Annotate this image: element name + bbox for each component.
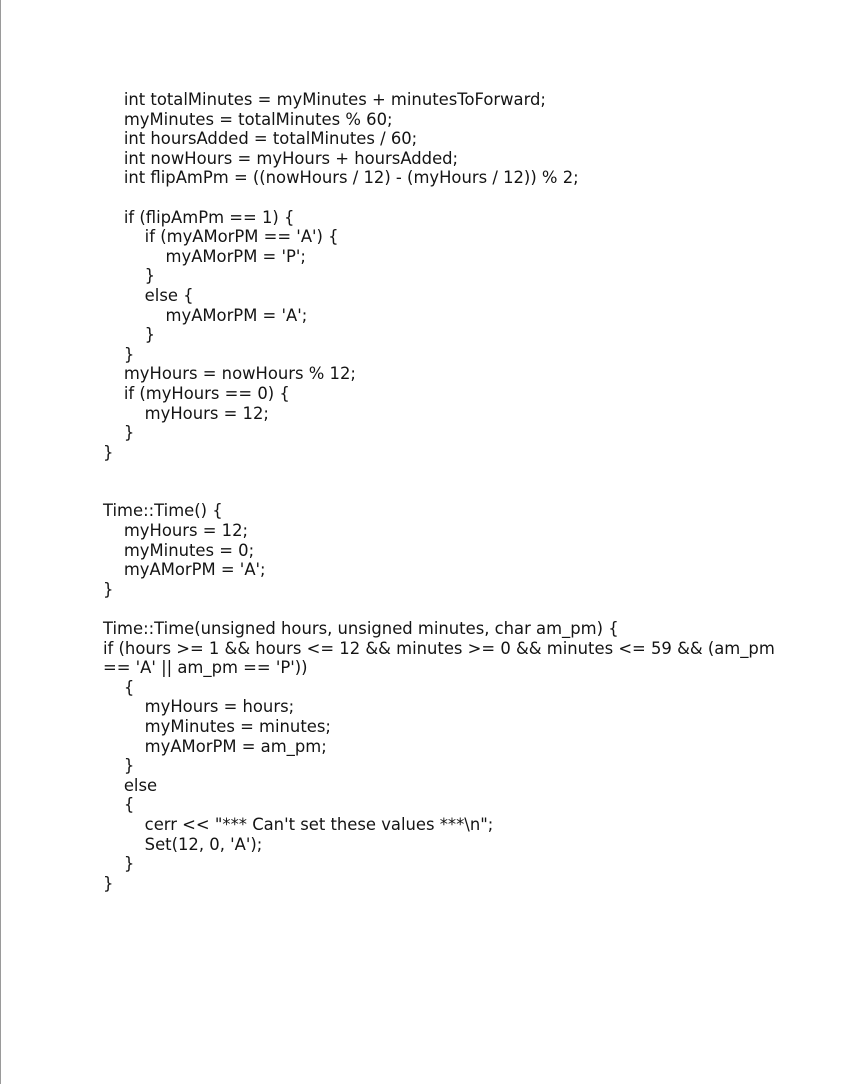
code-line: myHours = nowHours % 12; bbox=[103, 364, 356, 384]
code-line: myMinutes = 0; bbox=[103, 540, 255, 560]
code-line: } bbox=[103, 756, 135, 776]
code-line: cerr << "*** Can't set these values ***\n"; bbox=[103, 814, 494, 834]
code-line: { bbox=[103, 795, 135, 815]
code-line: } bbox=[103, 325, 156, 345]
code-listing bbox=[103, 90, 783, 893]
code-line: myHours = 12; bbox=[103, 521, 249, 541]
code-line: int nowHours = myHours + hoursAdded; bbox=[103, 148, 459, 168]
code-line: Set(12, 0, 'A'); bbox=[103, 834, 263, 854]
code-line: } bbox=[103, 344, 135, 364]
code-line: myAMorPM = am_pm; bbox=[103, 736, 327, 756]
code-line: } bbox=[103, 423, 135, 443]
code-line: myAMorPM = 'A'; bbox=[103, 305, 308, 325]
code-line-wrapped: if (hours >= 1 && hours <= 12 && minutes >= 0 && minutes <= 59 && (am_pm == 'A' || am_pm == 'P')) bbox=[103, 638, 775, 678]
code-line: int flipAmPm = ((nowHours / 12) - (myHours / 12)) % 2; bbox=[103, 168, 579, 188]
code-line: Time::Time(unsigned hours, unsigned minutes, char am_pm) { bbox=[103, 619, 619, 639]
code-line: { bbox=[103, 677, 135, 697]
code-line: else bbox=[103, 775, 158, 795]
code-line: } bbox=[103, 854, 135, 874]
blank-line bbox=[103, 599, 783, 619]
blank-line bbox=[103, 188, 783, 208]
code-line: int hoursAdded = totalMinutes / 60; bbox=[103, 129, 418, 149]
code-line: if (myHours == 0) { bbox=[103, 383, 290, 403]
code-line: myMinutes = totalMinutes % 60; bbox=[103, 109, 393, 129]
blank-line bbox=[103, 482, 783, 502]
code-line: } bbox=[103, 266, 156, 286]
code-line: myHours = 12; bbox=[103, 403, 269, 423]
code-line: if (flipAmPm == 1) { bbox=[103, 207, 295, 227]
code-line: myMinutes = minutes; bbox=[103, 717, 331, 736]
code-line: Time::Time() { bbox=[103, 501, 223, 521]
code-line: if (myAMorPM == 'A') { bbox=[103, 227, 339, 247]
code-line: else { bbox=[103, 285, 194, 305]
blank-line bbox=[103, 462, 783, 482]
code-line: } bbox=[103, 579, 114, 599]
code-line: myAMorPM = 'A'; bbox=[103, 560, 266, 580]
code-line: } bbox=[103, 442, 114, 462]
code-line: int totalMinutes = myMinutes + minutesToForward; bbox=[103, 90, 546, 109]
code-line: myAMorPM = 'P'; bbox=[103, 246, 306, 266]
code-line: } bbox=[103, 873, 114, 893]
code-line: myHours = hours; bbox=[103, 697, 295, 717]
